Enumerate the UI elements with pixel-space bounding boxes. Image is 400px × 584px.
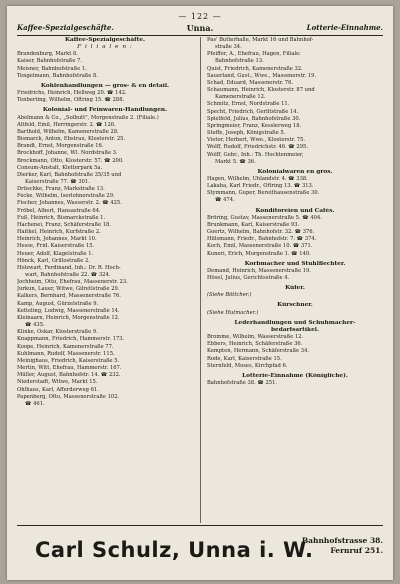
ad-brand: Carl Schulz, Unna i. W. (35, 538, 314, 562)
directory-entry: ☎ 474. (215, 197, 235, 204)
directory-entry: Fuß, Heinrich, Bismarckstraße 1. (17, 214, 106, 221)
section-heading: Kaffee-Spezialgeschäfte. (64, 37, 146, 43)
section-heading: Korbmacher und Stuhlflechter. (244, 260, 346, 267)
directory-entry: Sauerland, Gust., Wwe., Massenerstr. 19. (207, 72, 317, 79)
running-head-right: Lotterie-Einnahme. (306, 23, 383, 32)
directory-entry: Meinighaus, Friedrich, Kaiserstraße 5. (17, 357, 120, 364)
directory-entry: Barthold, Wilhelm, Kamenerstraße 28. (17, 128, 119, 135)
directory-entry: Bröring, Gustav, Massenerstraße 5. ☎ 404. (207, 214, 322, 221)
section-heading: Lederhandlungen und Schuhmacher- (234, 319, 356, 326)
directory-entry: Klinke, Oskar, Klosterstraße 9. (17, 329, 98, 336)
directory-entry: Hösel, Julius, Gerichtsstraße 4. (207, 275, 290, 281)
directory-entry: (Siehe Hutmacher.) (207, 309, 259, 316)
directory-entry: Quist, Friedrich, Kamenerstraße 32. (207, 65, 303, 72)
directory-entry: Heuer, Adolf, Klagelstraße 1. (17, 250, 94, 257)
directory-entry: Brandenburg, Markt 8. (17, 51, 78, 58)
directory-entry: Ohlhaus, Karl, Afferderweg 61. (17, 386, 99, 393)
directory-entry: Fecke, Wilhelm, Iserlohnerstraße 29. (17, 193, 115, 200)
directory-entry: Koch, Emil, Massenerstraße 10. ☎ 371. (207, 243, 313, 250)
directory-page (7, 6, 393, 580)
directory-entry: Kamenerstraße 12. (215, 94, 266, 101)
directory-entry: Heinrich, Johannes, Markt 10. (17, 236, 97, 243)
directory-entry: Tengelmann, Bahnhofstraße 8. (17, 72, 98, 79)
ad-address: Bahnhofstrasse 38. (301, 536, 383, 545)
running-head-center: Unna. (186, 23, 214, 33)
directory-entry: Brockmann, Otto, Klosterstr. 57. ☎ 200. (17, 157, 124, 164)
directory-entry: Drüschke, Franz, Markstraße 13. (17, 186, 105, 193)
section-heading: Kürschner. (277, 302, 313, 309)
directory-entry: Markt 5. ☎ 36. (215, 158, 256, 165)
directory-entry: Kleinaarn, Heinrich, Morgenstraße 12. (17, 314, 120, 321)
header-rule (17, 35, 383, 36)
directory-entry: Bahnhofstraße 13. (215, 58, 264, 65)
section-heading: Kolonial- und Feinwaren-Handlungen. (42, 107, 168, 114)
directory-entry: Kalkers, Bernhard, Massenerstraße 76. (17, 293, 121, 300)
directory-entry: Kaiser, Bahnhofstraße 7. (17, 58, 82, 65)
directory-entry: Haitkel, Heinrich, Kurfstraße 2. (17, 229, 101, 236)
directory-entry: Brunkmann, Karl, Kaiserstraße 93. (207, 221, 300, 228)
directory-entry: Lakaba, Karl Friedr., Oftring 13. ☎ 313. (207, 183, 314, 190)
directory-entry: Bromme, Wilhelm, Wasserstraße 12. (207, 334, 304, 341)
section-heading: Konditoreien und Cafés. (255, 207, 335, 214)
directory-entry: Schaumann, Heinrich, Klosterstr. 87 und (207, 87, 315, 94)
advertisement (17, 525, 383, 576)
section-heading: Kolonialwaren en gros. (257, 168, 333, 175)
directory-entry: Goertz, Wilhelm, Bahnhofstr. 32. ☎ 376. (207, 229, 315, 236)
directory-entry: Specht, Friedrich, Gerlitstraße 14. (207, 108, 299, 115)
directory-entry: Tenberting, Wilhelm, Oftring 15. ☎ 288. (17, 97, 125, 104)
right-column (207, 37, 383, 523)
directory-entry: Jurkun, Lauer, Witwe, Gilretlstraße 29. (17, 286, 120, 293)
directory-entry: Sternfeld, Moses, Kirchpfad 6. (207, 362, 288, 369)
directory-entry: Hachenei, Franz, Schäferstraße 18. (17, 221, 111, 228)
directory-entry: Ketteling, Ludwig, Massenerstraße 14. (17, 307, 120, 314)
directory-entry: Dierker, Karl, Bahnhofstraße 35/35 und (17, 171, 122, 178)
directory-entry: Papenberg, Otto, Massenerstraße 102. (17, 393, 120, 400)
section-heading: Lotterie-Einnahme (Königliche). (242, 372, 348, 379)
directory-entry: Friedrichs, Heinrich, Hellweg 20. ☎ 142. (17, 90, 127, 97)
directory-entry: ☎ 461. (25, 400, 45, 407)
directory-entry: Knappmann, Friedrich, Hammerstr. 173. (17, 336, 125, 343)
directory-entry: Brockhoff, Johanne, Wl. Nordstraße 3. (17, 150, 118, 157)
column-divider (200, 37, 201, 523)
directory-entry: (Siehe Böttcher.) (207, 292, 252, 299)
directory-entry: Stymmann, Guper, Bereithausenstraße 30. (207, 190, 320, 197)
section-heading: Kohlenhandlungen — gros- & en detail. (40, 82, 170, 89)
directory-entry: Altfeld, Emil, Herringerstr. 2. ☎ 126. (17, 121, 116, 128)
directory-entry: Niederstadt, Witwe, Markt 15. (17, 379, 98, 386)
left-column (17, 37, 193, 523)
running-head-left: Kaffee-Spezialgeschäfte. (17, 23, 114, 32)
directory-entry: Steffe, Joseph, Königstraße 5. (207, 130, 286, 137)
directory-entry: Consum-Anstalt, Kletterpark 5a. (17, 164, 103, 171)
directory-entry: Vietor, Herbert, Wwe., Klosterstr. 75. (207, 137, 306, 144)
directory-entry: Jochheim, Otto, Ehefrau, Massenerstr. 23. (17, 279, 128, 286)
directory-entry: Wolff, Gebr., Inh.: Th. Hochtenmeier, (207, 151, 304, 158)
running-head (17, 23, 383, 35)
directory-entry: Hönck, Karl, Grillostraße 2. (17, 257, 90, 264)
directory-entry: Kamp, August, Gürzelstraße 9. (17, 300, 99, 307)
directory-entry: Schmitz, Ernst, Nordstraße 11. (207, 101, 290, 108)
directory-entry: ☎ 435. (25, 322, 45, 329)
directory-entry: Fröbel, Albert, Hansastraße 64. (17, 207, 101, 214)
directory-entry: Springmeier, Franz, Kesslerweg 18. (207, 122, 302, 129)
directory-entry: Pfeiffer, A., Ehefrau, Hagen, Filiale: (207, 51, 301, 58)
directory-entry: straße 34. (215, 44, 242, 51)
directory-entry: Demand, Heinrich, Massenerstraße 19. (207, 267, 311, 274)
section-heading: bedarfsartikel. (271, 326, 319, 333)
directory-entry: Spielfeld, Julius, Bahnhofstraße 30. (207, 115, 301, 122)
directory-entry: Hesse, Frid. Kaiserstraße 15. (17, 243, 95, 250)
directory-entry: Brandt, Ernst, Morgenstraße 16. (17, 143, 104, 150)
directory-entry: Müller, August, Bahnhofstr. 14. ☎ 232. (17, 372, 121, 379)
ad-phone: Fernruf 251. (330, 545, 383, 555)
directory-entry: Abelmann & Co., „Solbutt", Morgenstraße 2. (Filiale.) (17, 114, 159, 121)
directory-entry: Pas' Butterhalle, Markt 16 und Bahnhof- (207, 37, 314, 43)
directory-entry: wart, Bahnhofstraße 22. ☎ 324. (25, 272, 111, 278)
directory-entry: Hülsmann, Friedr., Bahnhofstr. 7. ☎ 374. (207, 236, 317, 243)
directory-entry: Fischer, Johannes, Wasserstr. 2. ☎ 425. (17, 200, 122, 207)
directory-entry: Kempten, Hermann, Schäferstraße 34. (207, 348, 310, 355)
directory-entry: Kuneri, Erich, Morgenstraße 1. ☎ 140. (207, 250, 311, 257)
section-heading: F i l i a l e n : (77, 44, 133, 51)
directory-entry: Schad, Eduard, Massenerstr. 76. (207, 79, 294, 86)
directory-entry: Rode, Karl, Kaiserstraße 15. (207, 355, 282, 362)
directory-entry: Bahnhofstraße 38. ☎ 251. (207, 380, 278, 387)
directory-entry: Bismarck, Anton, Ebstrau, Klosterstr. 25. (17, 136, 126, 143)
page-number: — 122 — (178, 12, 222, 21)
section-heading: Küfer. (285, 285, 305, 292)
directory-entry: Wolff, Rudolf, Friedrichstr. 46. ☎ 295. (207, 144, 308, 151)
directory-entry: Ebbers, Heinrich, Schäferstraße 36. (207, 341, 303, 348)
directory-entry: Hagen, Wilhelm, Uhlandstr. 4. ☎ 338. (207, 175, 308, 182)
directory-entry: Meisner, Bahnhofstraße 1. (17, 65, 87, 72)
directory-entry: Mertin, Witt, Ehefrau, Hammerstr. 167. (17, 365, 122, 372)
directory-entry: Koope, Heinrich, Kamenerstraße 77. (17, 343, 114, 350)
directory-entry: Kaiserstraße 77. ☎ 301. (25, 178, 90, 185)
directory-entry: Kuhlmann, Rudolf, Massenerstr. 115. (17, 350, 115, 357)
ad-contact (302, 536, 383, 555)
directory-entry: Holzwart, Ferdinand, Inh.: Dr. R. Hoch- (17, 264, 121, 271)
